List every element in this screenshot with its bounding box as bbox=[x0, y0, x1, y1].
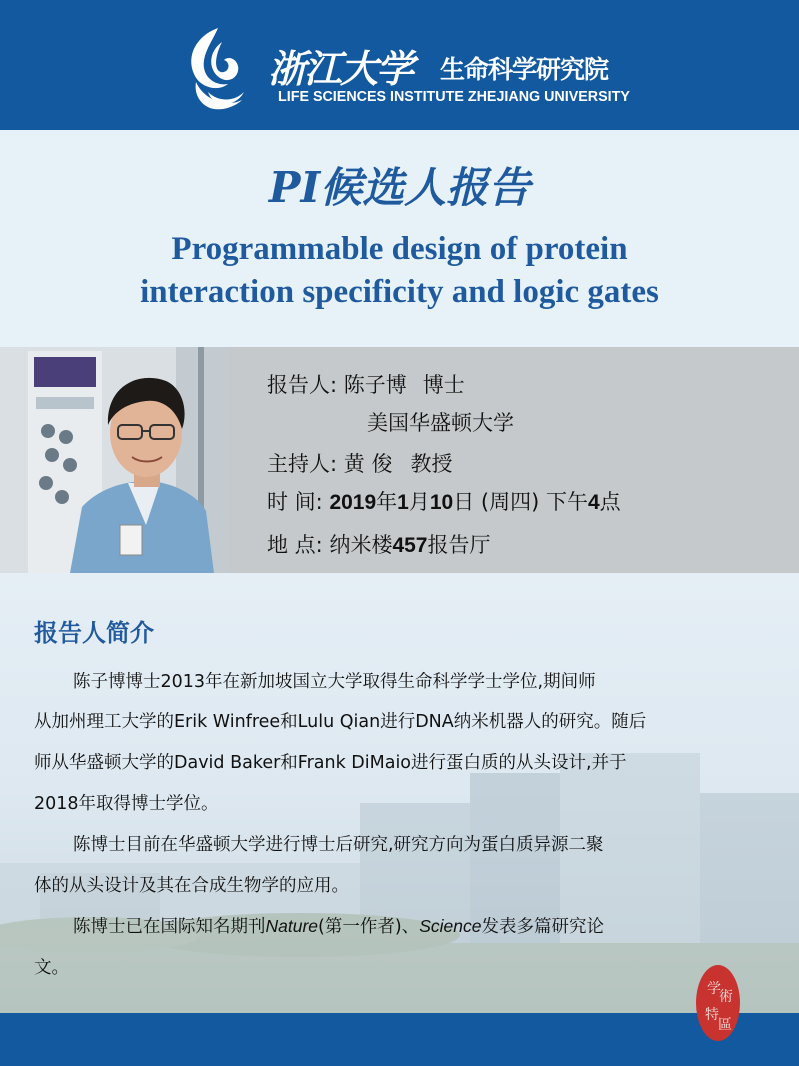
speaker-photo bbox=[0, 347, 230, 573]
event-title: PI候选人报告 bbox=[268, 163, 531, 212]
academic-seal-icon bbox=[692, 963, 744, 1043]
time-weekday: 日 (周四) 下午 bbox=[453, 490, 588, 514]
time-row bbox=[267, 486, 621, 516]
time-hour: 4 bbox=[587, 491, 600, 514]
bio-p2-line-2: 体的从头设计及其在合成生物学的应用。 bbox=[34, 876, 349, 896]
institute-name-en: LIFE SCIENCES INSTITUTE ZHEJIANG UNIVERSITY bbox=[278, 89, 630, 105]
bio-heading: 报告人简介 bbox=[34, 619, 154, 647]
host-row bbox=[267, 448, 452, 478]
footer-bar bbox=[0, 1013, 799, 1066]
speaker-affiliation: 美国华盛顿大学 bbox=[367, 411, 514, 435]
talk-title-line-2: interaction specificity and logic gates bbox=[140, 274, 659, 310]
svg-text:学: 学 bbox=[707, 981, 721, 997]
venue-label: 地 点: bbox=[267, 533, 323, 557]
bio-p3-text-a: 陈博士已在国际知名期刊 bbox=[73, 917, 266, 937]
bio-p3-line-1 bbox=[73, 913, 604, 938]
zju-logo-icon bbox=[178, 22, 256, 114]
host-name: 黄 俊 bbox=[343, 452, 393, 476]
svg-text:區: 區 bbox=[718, 1017, 732, 1033]
time-year: 2019 bbox=[329, 491, 377, 514]
institute-name-cn: 生命科学研究院 bbox=[440, 55, 609, 84]
time-label: 时 间: bbox=[267, 490, 323, 514]
talk-title-line-1: Programmable design of protein bbox=[171, 231, 628, 267]
host-label: 主持人: bbox=[267, 452, 338, 476]
talk-title bbox=[40, 228, 759, 314]
bio-p1-line-3: 师从华盛顿大学的David Baker和Frank DiMaio进行蛋白质的从头设计,并于 bbox=[34, 753, 627, 773]
time-month-unit: 月 bbox=[408, 490, 430, 514]
bio-p3-text-c: (第一作者)、 bbox=[318, 917, 420, 937]
bio-p1-line-2: 从加州理工大学的Erik Winfree和Lulu Qian进行DNA纳米机器人的研究。随后 bbox=[34, 712, 647, 732]
venue-room: 报告厅 bbox=[427, 533, 491, 557]
journal-nature: Nature bbox=[265, 916, 319, 936]
bio-p3-line-2: 文。 bbox=[34, 958, 69, 978]
time-month: 1 bbox=[397, 491, 409, 514]
university-name-cn: 浙江大学 bbox=[268, 46, 413, 91]
time-year-unit: 年 bbox=[376, 490, 398, 514]
bio-p1-line-4: 2018年取得博士学位。 bbox=[34, 794, 219, 814]
bio-p3-text-e: 发表多篇研究论 bbox=[481, 917, 604, 937]
venue-room-number: 457 bbox=[392, 534, 428, 557]
speaker-title: 博士 bbox=[422, 373, 465, 397]
journal-science: Science bbox=[419, 916, 482, 936]
svg-text:特: 特 bbox=[705, 1007, 719, 1023]
bio-p1-line-1: 陈子博博士2013年在新加坡国立大学取得生命科学学士学位,期间师 bbox=[73, 672, 596, 692]
time-hour-unit: 点 bbox=[599, 490, 621, 514]
speaker-name: 陈子博 bbox=[343, 373, 407, 397]
svg-text:術: 術 bbox=[719, 989, 733, 1005]
speaker-label: 报告人: bbox=[267, 373, 338, 397]
bio-p2-line-1: 陈博士目前在华盛顿大学进行博士后研究,研究方向为蛋白质异源二聚 bbox=[73, 835, 604, 855]
venue-row bbox=[267, 529, 491, 559]
speaker-row bbox=[267, 369, 465, 399]
time-day: 10 bbox=[429, 491, 454, 514]
venue-building: 纳米楼 bbox=[329, 533, 393, 557]
host-title: 教授 bbox=[410, 452, 453, 476]
